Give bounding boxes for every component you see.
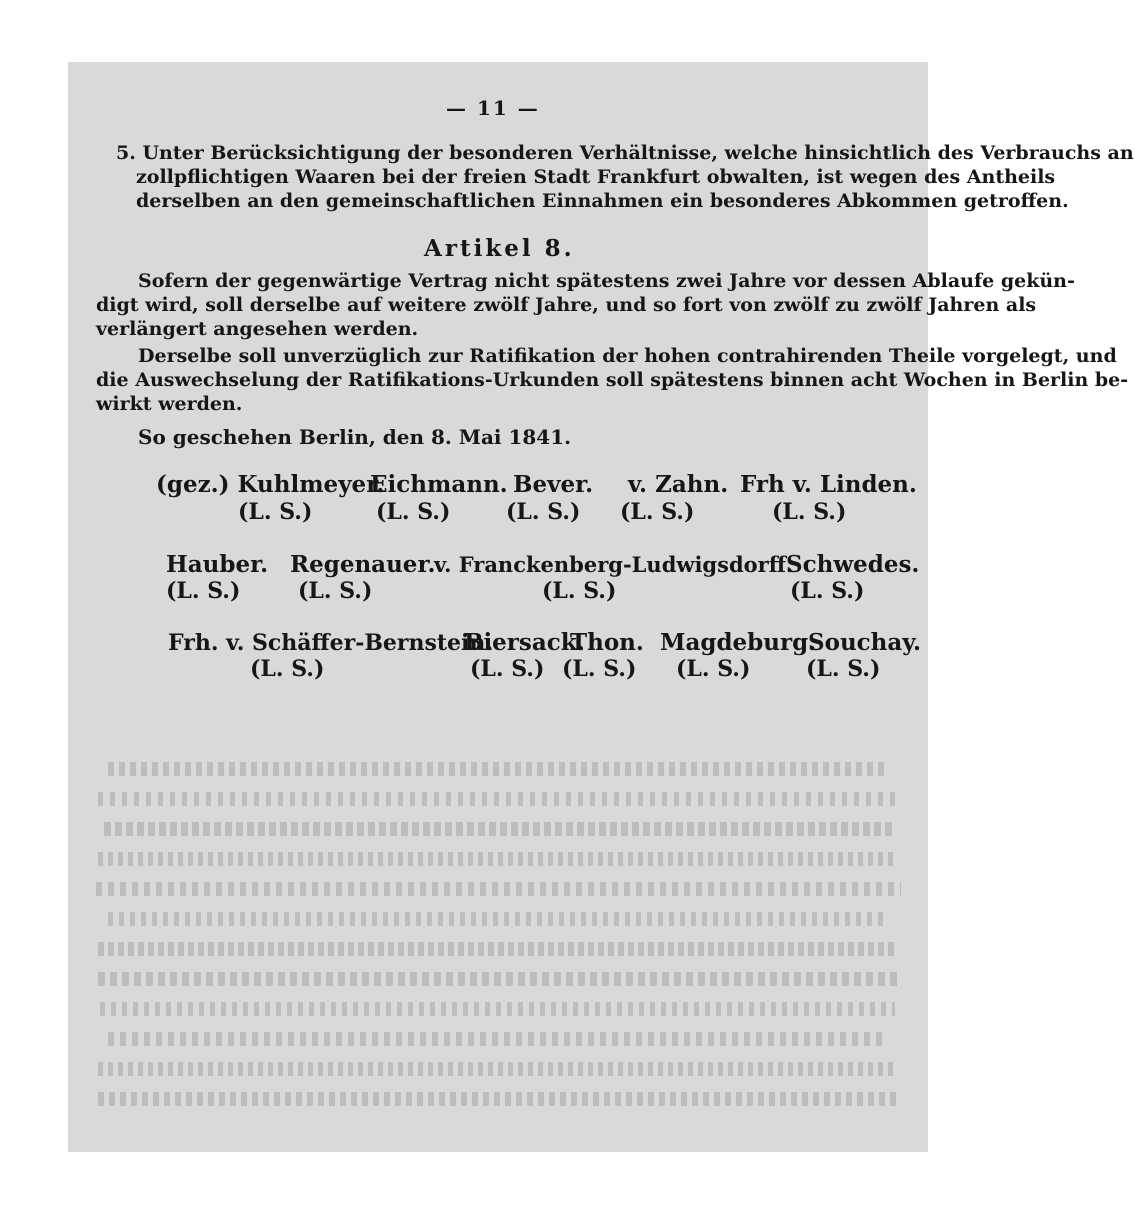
signature-name: Bever. <box>513 471 594 498</box>
seal-mark: (L. S.) <box>376 499 451 525</box>
seal-mark: (L. S.) <box>298 578 373 604</box>
seal-mark: (L. S.) <box>506 499 581 525</box>
signature-name: Hauber. <box>166 551 269 578</box>
signature-name: v. Franckenberg-Ludwigsdorff. <box>434 552 794 577</box>
signature-name: Thon. <box>570 629 644 656</box>
section5-line-3: derselben an den gemeinschaftlichen Einnahmen ein besonderes Abkommen getroffen. <box>136 190 1069 212</box>
signature-name: Frh. v. Schäffer-Bernstein. <box>168 630 494 656</box>
signature-name: Souchay. <box>808 629 922 656</box>
signature-name: Schwedes. <box>786 551 920 578</box>
signature-name: Regenauer. <box>290 551 436 578</box>
signature-name: (gez.) Kuhlmeyer. <box>156 471 385 498</box>
seal-mark: (L. S.) <box>166 578 241 604</box>
seal-mark: (L. S.) <box>238 499 313 525</box>
signature-name: Magdeburg. <box>660 629 817 656</box>
document-page <box>68 62 1134 1152</box>
seal-mark: (L. S.) <box>772 499 847 525</box>
seal-mark: (L. S.) <box>250 656 325 682</box>
seal-mark: (L. S.) <box>562 656 637 682</box>
seal-mark: (L. S.) <box>620 499 695 525</box>
seal-mark: (L. S.) <box>542 578 617 604</box>
section5-line-1: 5. Unter Berücksichtigung der besonderen Verhältnisse, welche hinsichtlich des Verbrauchs an <box>116 142 1134 164</box>
article-p2-line-3: wirkt werden. <box>96 393 243 415</box>
article-p1-line-1: Sofern der gegenwärtige Vertrag nicht spätestens zwei Jahre vor dessen Ablaufe gekün- <box>138 270 1075 292</box>
signature-name: Biersack. <box>464 629 585 656</box>
signature-name: v. Zahn. <box>628 471 729 498</box>
seal-mark: (L. S.) <box>790 578 865 604</box>
seal-mark: (L. S.) <box>806 656 881 682</box>
closing-line: So geschehen Berlin, den 8. Mai 1841. <box>138 425 572 449</box>
article-heading: Artikel 8. <box>424 235 575 262</box>
seal-mark: (L. S.) <box>470 656 545 682</box>
page-number: — 11 — <box>446 96 540 120</box>
article-p2-line-1: Derselbe soll unverzüglich zur Ratifikation der hohen contrahirenden Theile vorgelegt, und <box>138 345 1117 367</box>
signature-name: Frh v. Linden. <box>740 471 917 498</box>
article-p2-line-2: die Auswechselung der Ratifikations-Urkunden soll spätestens binnen acht Wochen in Berlin be- <box>96 369 1129 391</box>
article-p1-line-3: verlängert angesehen werden. <box>96 318 419 340</box>
article-p1-line-2: digt wird, soll derselbe auf weitere zwölf Jahre, und so fort von zwölf zu zwölf Jahren als <box>96 294 1037 316</box>
signature-name: Eichmann. <box>370 471 508 498</box>
seal-mark: (L. S.) <box>676 656 751 682</box>
section5-line-2: zollpflichtigen Waaren bei der freien Stadt Frankfurt obwalten, ist wegen des Antheils <box>136 166 1056 188</box>
